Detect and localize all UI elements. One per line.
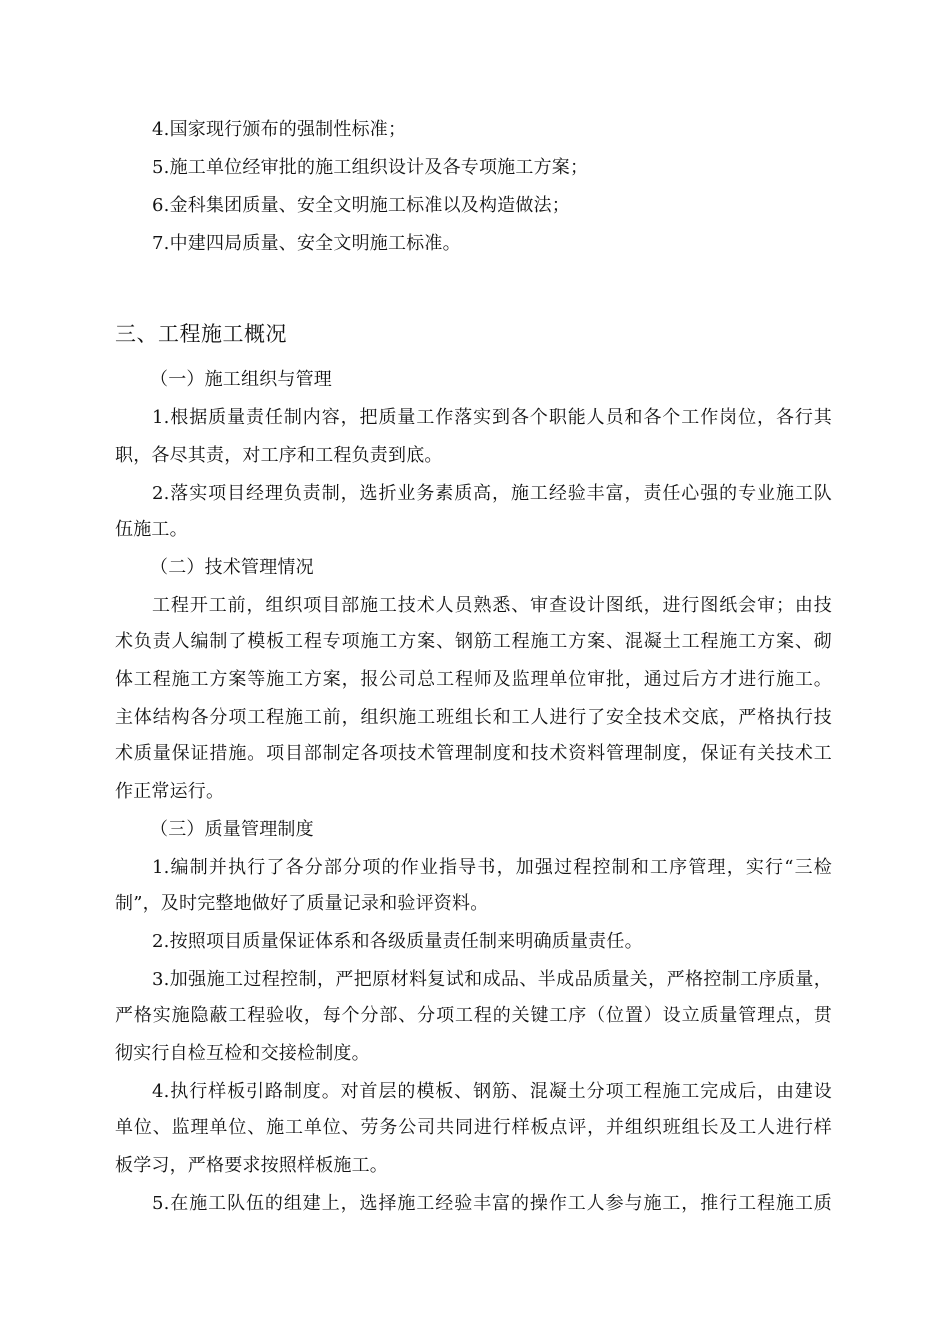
subsection-title: （三）质量管理制度: [150, 819, 314, 840]
paragraph-line: 单位、监理单位、施工单位、劳务公司共同进行样板点评，并组织班组长及工人进行样: [115, 1117, 832, 1138]
paragraph-line: 伍施工。: [115, 519, 188, 540]
paragraph-line: 1.编制并执行了各分部分项的作业指导书，加强过程控制和工序管理，实行“三检: [152, 857, 832, 878]
subsection-title: （二）技术管理情况: [150, 557, 314, 578]
paragraph-line: 工程开工前，组织项目部施工技术人员熟悉、审查设计图纸，进行图纸会审；由技: [152, 595, 832, 616]
paragraph-line: 2.落实项目经理负责制，选折业务素质高，施工经验丰富，责任心强的专业施工队: [152, 483, 832, 504]
paragraph-line: 作正常运行。: [115, 781, 225, 802]
paragraph-line: 4.执行样板引路制度。对首层的模板、钢筋、混凝土分项工程施工完成后，由建设: [152, 1081, 832, 1102]
list-item: 4.国家现行颁布的强制性标准；: [152, 119, 407, 140]
paragraph-line: 5.在施工队伍的组建上，选择施工经验丰富的操作工人参与施工，推行工程施工质: [152, 1193, 832, 1214]
paragraph-line: 制”，及时完整地做好了质量记录和验评资料。: [115, 893, 489, 914]
paragraph-line: 术负责人编制了模板工程专项施工方案、钢筋工程施工方案、混凝土工程施工方案、砌: [115, 631, 832, 652]
paragraph-line: 板学习，严格要求按照样板施工。: [115, 1155, 388, 1176]
paragraph-line: 彻实行自检互检和交接检制度。: [115, 1043, 370, 1064]
paragraph-line: 体工程施工方案等施工方案，报公司总工程师及监理单位审批，通过后方才进行施工。: [115, 669, 832, 690]
paragraph-line: 2.按照项目质量保证体系和各级质量责任制来明确质量责任。: [152, 931, 643, 952]
section-title: 三、工程施工概况: [115, 322, 287, 346]
paragraph-line: 3.加强施工过程控制，严把原材料复试和成品、半成品质量关，严格控制工序质量，: [152, 969, 832, 990]
paragraph-line: 严格实施隐蔽工程验收，每个分部、分项工程的关键工序（位置）设立质量管理点，贯: [115, 1005, 832, 1026]
paragraph-line: 术质量保证措施。项目部制定各项技术管理制度和技术资料管理制度，保证有关技术工: [115, 743, 832, 764]
list-item: 7.中建四局质量、安全文明施工标准。: [152, 233, 461, 254]
paragraph-line: 主体结构各分项工程施工前，组织施工班组长和工人进行了安全技术交底，严格执行技: [115, 707, 832, 728]
list-item: 6.金科集团质量、安全文明施工标准以及构造做法；: [152, 195, 570, 216]
subsection-title: （一）施工组织与管理: [150, 369, 332, 390]
paragraph-line: 职，各尽其责，对工序和工程负责到底。: [115, 445, 443, 466]
list-item: 5.施工单位经审批的施工组织设计及各专项施工方案；: [152, 157, 589, 178]
paragraph-line: 1.根据质量责任制内容，把质量工作落实到各个职能人员和各个工作岗位，各行其: [152, 407, 832, 428]
